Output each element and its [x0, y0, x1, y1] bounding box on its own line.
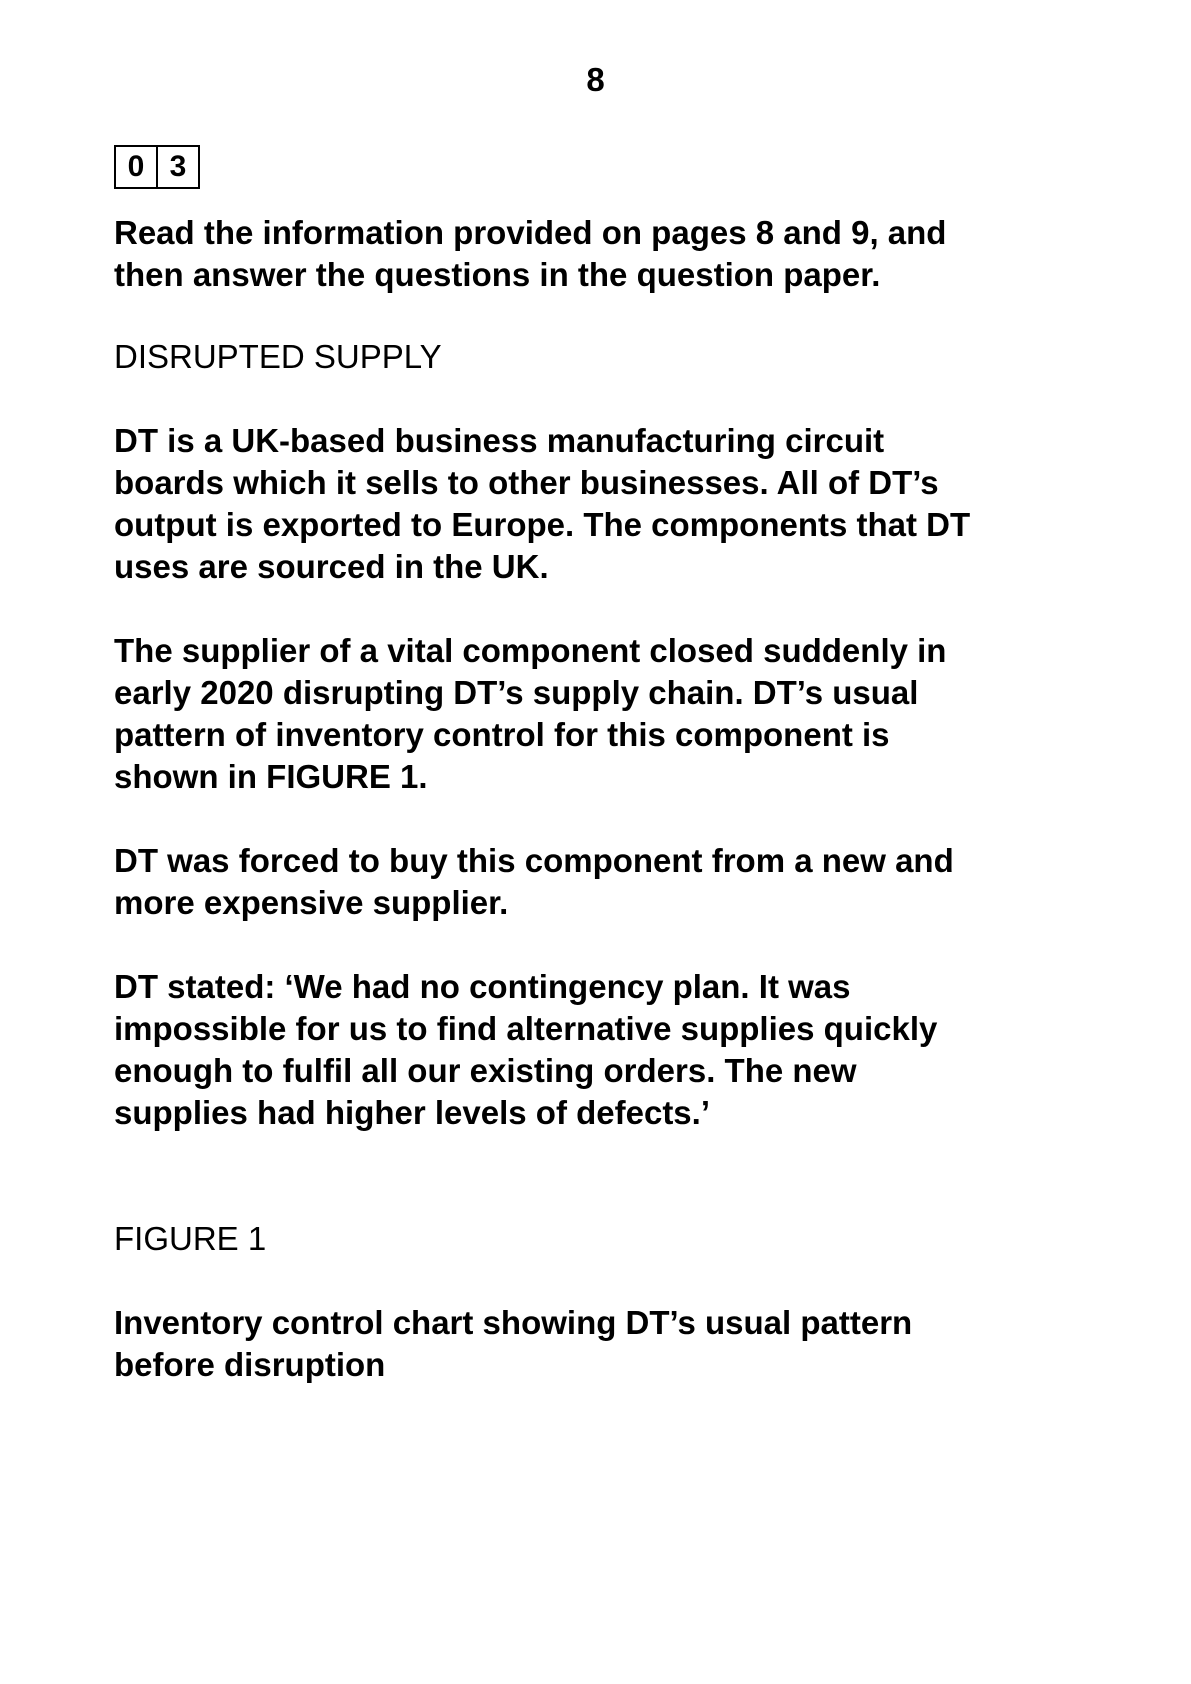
question-number-box — [114, 145, 200, 189]
paragraph-supplier — [114, 630, 1074, 798]
question-digit: 0 — [127, 150, 145, 183]
paragraph-quote — [114, 966, 1074, 1134]
caption-line: before disruption — [114, 1346, 386, 1383]
paragraph-line: shown in FIGURE 1. — [114, 758, 428, 795]
paragraph-line: output is exported to Europe. The components that DT — [114, 506, 971, 543]
paragraph-line: enough to fulfil all our existing orders. The new — [114, 1052, 857, 1089]
document-body — [114, 212, 1074, 1386]
paragraph-line: uses are sourced in the UK. — [114, 548, 549, 585]
paragraph-line: supplies had higher levels of defects.’ — [114, 1094, 710, 1131]
paragraph-line: boards which it sells to other businesses. All of DT’s — [114, 464, 939, 501]
paragraph-line: DT stated: ‘We had no contingency plan. It was — [114, 968, 851, 1005]
section-heading: DISRUPTED SUPPLY — [114, 338, 442, 375]
paragraph-line: The supplier of a vital component closed suddenly in — [114, 632, 947, 669]
paragraph-company — [114, 420, 1074, 588]
page-number: 8 — [586, 61, 605, 98]
caption-line: Inventory control chart showing DT’s usual pattern — [114, 1304, 913, 1341]
question-digit: 3 — [156, 147, 198, 187]
instruction-line: then answer the questions in the question paper. — [114, 256, 881, 293]
paragraph-line: early 2020 disrupting DT’s supply chain. DT’s usual — [114, 674, 919, 711]
paragraph-line: pattern of inventory control for this component is — [114, 716, 890, 753]
paragraph-line: DT was forced to buy this component from a new and — [114, 842, 954, 879]
figure-label: FIGURE 1 — [114, 1220, 267, 1257]
figure-caption — [114, 1302, 1074, 1386]
paragraph-line: impossible for us to find alternative supplies quickly — [114, 1010, 938, 1047]
instruction-text — [114, 212, 1074, 296]
paragraph-line: more expensive supplier. — [114, 884, 509, 921]
paragraph-line: DT is a UK-based business manufacturing circuit — [114, 422, 885, 459]
paragraph-new-supplier — [114, 840, 1074, 924]
instruction-line: Read the information provided on pages 8 and 9, and — [114, 214, 947, 251]
